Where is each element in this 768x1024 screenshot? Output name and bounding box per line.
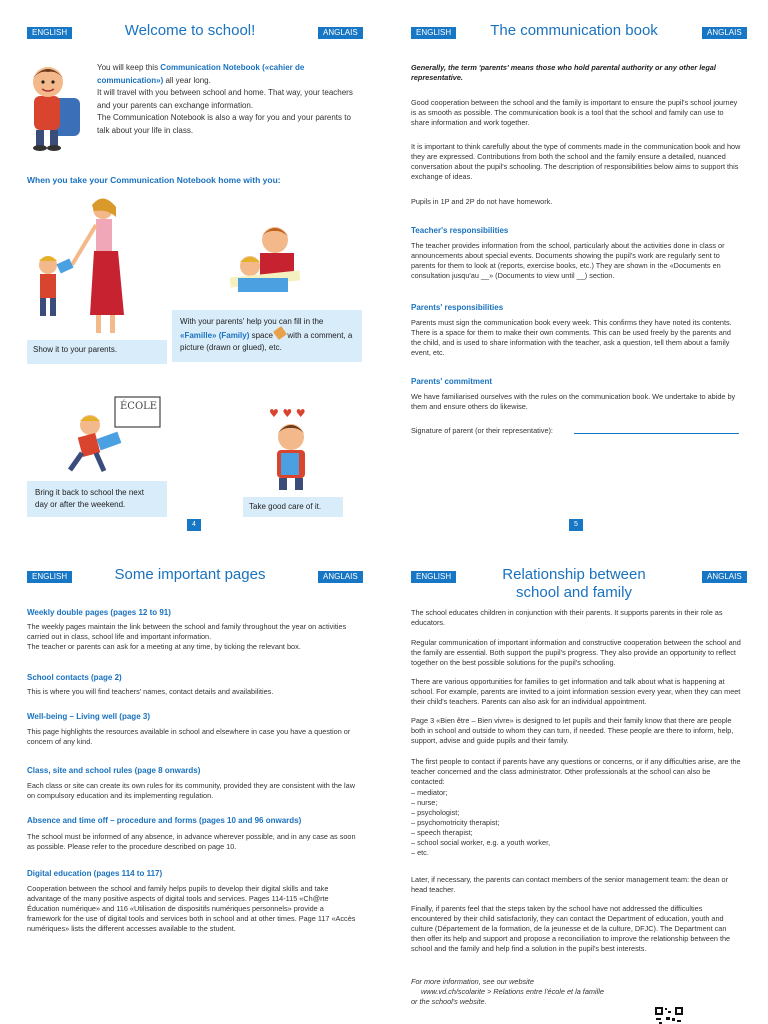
caption-family-space: [172, 310, 362, 362]
page-title-line-1: Relationship between: [502, 566, 646, 583]
list-item: – school social worker, e.g. a youth worker,: [411, 838, 741, 848]
language-tag-french: ANGLAIS: [702, 27, 747, 39]
intro-paragraph-3: The Communication Notebook is also a way for you and your parents to talk about your life in class.: [97, 113, 351, 135]
page-title: The communication book: [490, 22, 658, 39]
heading-class-rules: Class, site and school rules (page 8 onwards): [27, 766, 201, 775]
signature-label: Signature of parent (or their representative):: [411, 426, 553, 435]
list-item: – mediator;: [411, 788, 741, 798]
language-tag-french: ANGLAIS: [702, 571, 747, 583]
absence-text: The school must be informed of any absence, in advance wherever possible, and in any case as soon as possible. Please refer to the procedure described on page 10.: [27, 832, 356, 851]
language-tag-english: ENGLISH: [27, 27, 72, 39]
teacher-responsibilities-text: The teacher provides information from the school, particularly about the activities done in class or announcements about special events. Documents showing the pupil's work are regularly sent to parents for them to look at (reports, exercise books, etc.) They are shown in the «Documents en consultation jusqu'au __» (Documents to view until __) section.: [411, 241, 725, 280]
svg-text:♥ ♥ ♥: ♥ ♥ ♥: [269, 407, 306, 420]
school-board-text: ÉCOLE: [120, 401, 158, 412]
signature-line[interactable]: [574, 433, 739, 434]
intro-text: You will keep this: [97, 63, 161, 72]
page-title: [474, 566, 674, 602]
page-number: 5: [569, 519, 583, 531]
paragraph-1: The school educates children in conjunction with their parents. It supports parents in their role as educators.: [411, 608, 723, 627]
page-communication-book: [384, 0, 768, 540]
parents-commitment-text: We have familiarised ourselves with the rules on the communication book. We undertake to abide by them and ensure others do likewise.: [411, 392, 736, 411]
list-item: – etc.: [411, 848, 741, 858]
paragraph-7: Finally, if parents feel that the steps taken by the school have not addressed the difficulties encountered by their child satisfactorily, they can contact the Department of education, youth and culture (Département de la formation, de la jeunesse et de la culture, DFJC). The Department can then offer its help and support and propose a reconciliation to improve the relationship between the school and the family and help find a solution in the pupil's best interests.: [411, 904, 731, 953]
caption-bring-back: Bring it back to school the next day or after the weekend.: [27, 481, 167, 517]
school-contacts-text: This is where you will find teachers' names, contact details and availabilities.: [27, 687, 274, 696]
family-caption-space: space: [249, 331, 273, 340]
child-hugging-notebook-illustration: [255, 405, 325, 495]
intro-paragraph-1: Good cooperation between the school and the family is important to ensure the pupil's school journey is as smooth as possible. The communication book is a tool that the school and family can use to share information and work together.: [411, 98, 738, 127]
professionals-list: [411, 788, 741, 858]
page-title: Some important pages: [114, 566, 266, 583]
page-relationship: [384, 544, 768, 1024]
heading-school-contacts: School contacts (page 2): [27, 673, 122, 682]
page-title-line-2: school and family: [516, 584, 632, 601]
paragraph-5: The first people to contact if parents have any questions or concerns, or if any difficulties arise, are the teacher concerned and the class administrator. Other professionals at the school can also be contacted:: [411, 757, 741, 786]
qr-code-icon[interactable]: [654, 1006, 684, 1024]
language-tag-french: ANGLAIS: [318, 571, 363, 583]
heading-teacher-responsibilities: Teacher's responsibilities: [411, 226, 509, 235]
intro-text-end: all year long.: [163, 75, 211, 85]
more-info: [411, 977, 661, 1007]
family-caption-end: with a comment, a picture (drawn or glued), etc.: [180, 331, 353, 352]
paragraph-4: Page 3 «Bien être – Bien vivre» is designed to let pupils and their family know that there are people both in school and outside to whom they can turn, if needed. These people are there to inform, help, support, advise and guide pupils and their family.: [411, 716, 734, 745]
heading-parents-responsibilities: Parents' responsibilities: [411, 303, 504, 312]
section-subtitle: When you take your Communication Notebook home with you:: [27, 175, 281, 185]
language-tag-english: ENGLISH: [411, 27, 456, 39]
heading-digital-education: Digital education (pages 114 to 117): [27, 869, 163, 878]
list-item: – speech therapist;: [411, 828, 741, 838]
family-highlight: «Famille» (Family): [180, 331, 250, 340]
heading-absence: Absence and time off – procedure and forms (pages 10 and 96 onwards): [27, 816, 302, 825]
child-backpack-illustration: [20, 60, 90, 155]
list-item: – psychologist;: [411, 808, 741, 818]
homework-note: Pupils in 1P and 2P do not have homework.: [411, 197, 553, 206]
page-number: 4: [187, 519, 201, 531]
more-info-line-1: For more information, see our website: [411, 977, 534, 986]
paragraph-6: Later, if necessary, the parents can contact members of the senior management team: the dean or head teacher.: [411, 875, 729, 894]
page-important-pages: [0, 544, 384, 1024]
mother-child-illustration: [28, 195, 138, 340]
caption-take-care: Take good care of it.: [243, 497, 343, 517]
class-rules-text: Each class or site can create its own rules for its community, provided they are consistent with the law on compulsory education and its implementing regulation.: [27, 781, 355, 800]
intro-paragraph-2: It will travel with you between school and home. That way, your teachers and your parents can exchange information.: [97, 88, 353, 110]
digital-education-text: Cooperation between the school and family helps pupils to develop their digital skills and take advantage of the many positive aspects of digital tools and services. Pages 114-115 «Ch@rte Éducation numérique» and 116 «Utilisation de dispositifs numériques personnels» provide a framework for the use of digital tools and services both in school and at other times. Page 117 «Accès numériques» lists the different accesses available to the student.: [27, 884, 356, 933]
heading-well-being: Well-being – Living well (page 3): [27, 712, 150, 721]
intro-highlight: Communication Notebook («cahier de communication»): [97, 63, 305, 85]
website-link[interactable]: www.vd.ch/scolarite > Relations entre l'école et la famille: [421, 987, 604, 996]
weekly-pages-text: The weekly pages maintain the link between the school and family throughout the year on activities carried out in class, school life and important information. The teacher or parents can ask for a meeting at any time, by ticking the relevant box.: [27, 622, 347, 651]
intro-paragraph-2: It is important to think carefully about the type of comments made in the communication book and how they are expressed. Contributions from both the school and the family ensure a detailed, nuanced conversation about the pupil's schooling. The description of responsibilities below aims to support this exchange of ideas.: [411, 142, 741, 181]
caption-show-parents: Show it to your parents.: [27, 340, 167, 364]
family-caption-text: With your parents' help you can fill in the: [180, 317, 324, 326]
paragraph-2: Regular communication of important information and constructive cooperation between the school and the family are essential. Both support the pupil's progress. They also provide an opportunity to reflect together on the best possible solutions for the pupil's schooling.: [411, 638, 741, 667]
list-item: – psychomotricity therapist;: [411, 818, 741, 828]
list-item: – nurse;: [411, 798, 741, 808]
well-being-text: This page highlights the resources available in school and elsewhere in case you have a question or concern of any kind.: [27, 727, 351, 746]
parent-helping-child-illustration: [220, 218, 330, 298]
paragraph-3: There are various opportunities for families to get information and talk about what is happening at school. For example, parents are invited to a joint information session every year, when they can meet their child's teachers. Parents can also ask for an individual appointment.: [411, 677, 741, 706]
welcome-intro: [97, 62, 357, 137]
parents-responsibilities-text: Parents must sign the communication book every week. This confirms they have noted its contents. There is a space for them to make their own comments. This can be used freely by the parents and the child, and is used to share information with the teacher, ask a question, tell them about a family event, etc.: [411, 318, 732, 357]
more-info-line-3: or the school's website.: [411, 997, 487, 1006]
page-title: Welcome to school!: [124, 22, 256, 39]
language-tag-english: ENGLISH: [411, 571, 456, 583]
lead-text: Generally, the term 'parents' means those who hold parental authority or any other legal representative.: [411, 63, 716, 82]
heading-weekly-pages: Weekly double pages (pages 12 to 91): [27, 608, 171, 617]
heading-parents-commitment: Parents' commitment: [411, 377, 493, 386]
page-welcome: [0, 0, 384, 540]
language-tag-english: ENGLISH: [27, 571, 72, 583]
language-tag-french: ANGLAIS: [318, 27, 363, 39]
